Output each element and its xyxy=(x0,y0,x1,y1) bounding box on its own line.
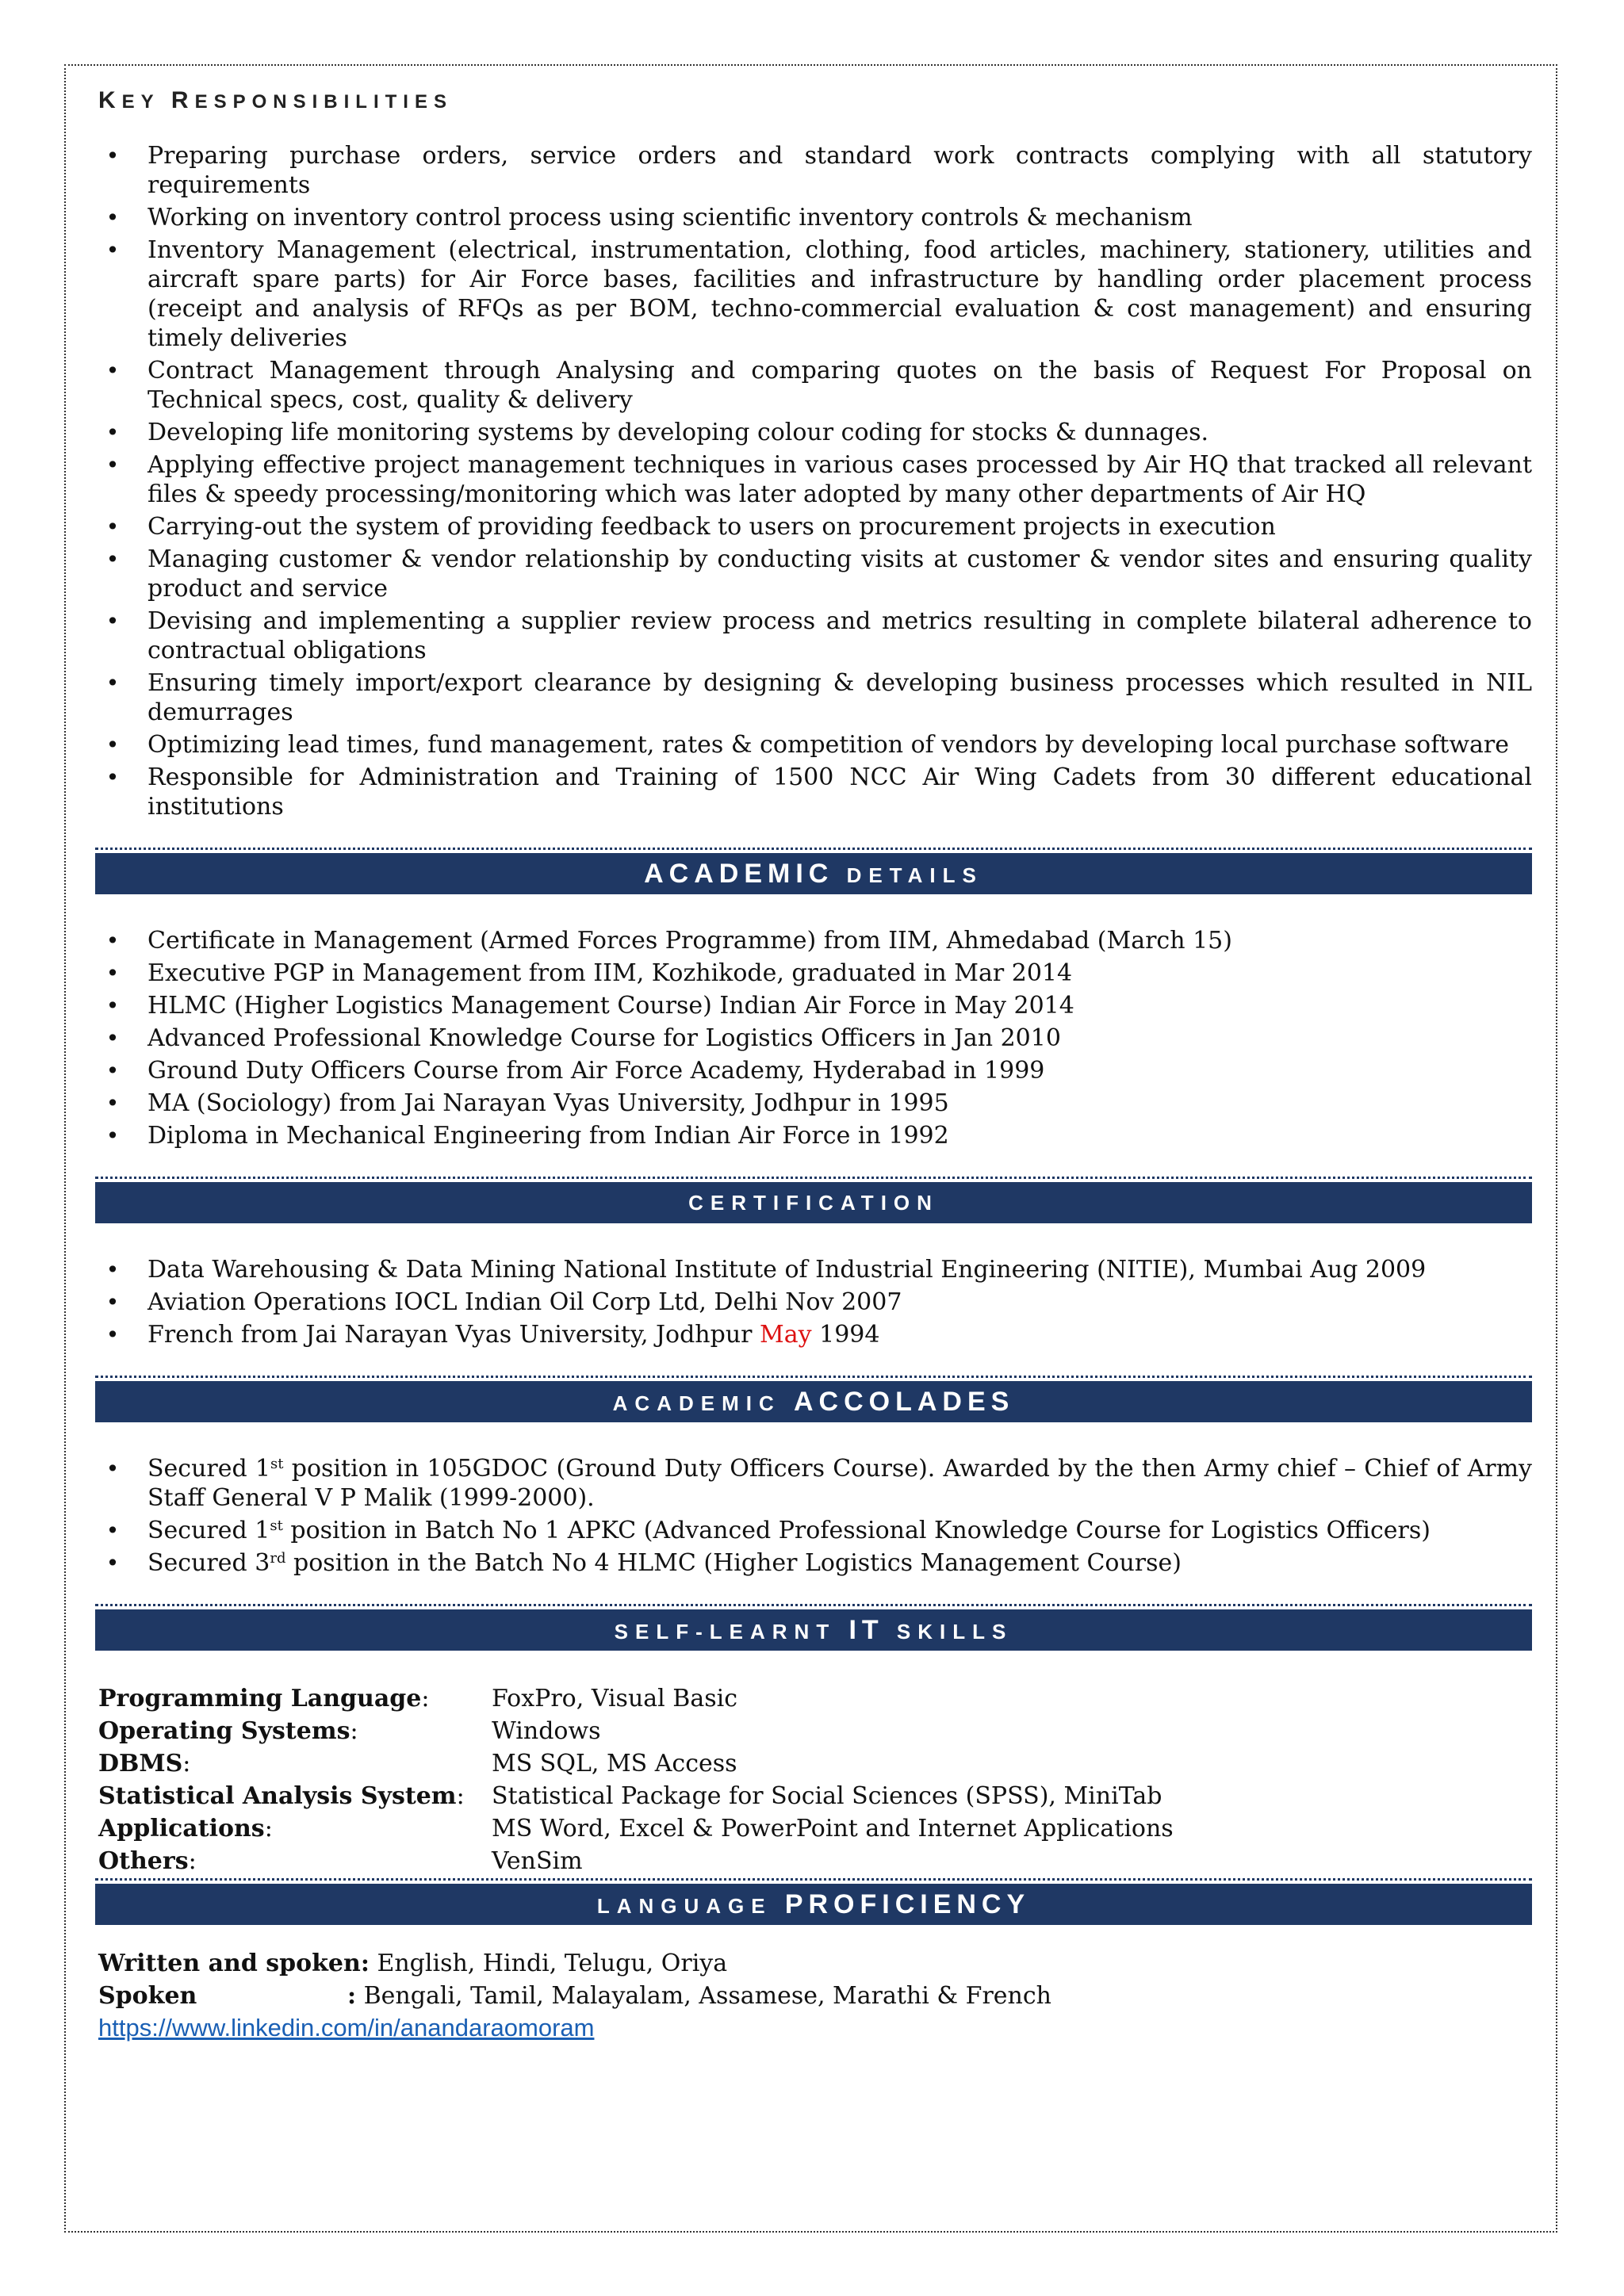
list-item: • Devising and implementing a supplier review process and metrics resulting in complete bilateral adherence to contractual obligations xyxy=(95,607,1532,665)
highlighted-month: May xyxy=(760,1321,812,1349)
list-item: • Applying effective project management techniques in various cases processed by Air HQ that tracked all relevant files & speedy processing/monitoring which was later adopted by many other departments of Air HQ xyxy=(95,450,1532,509)
bullet-icon: • xyxy=(105,452,120,478)
bullet-icon: • xyxy=(105,514,120,540)
list-item: • Preparing purchase orders, service orders and standard work contracts complying with all statutory requirements xyxy=(95,141,1532,200)
bullet-icon: • xyxy=(105,670,120,696)
bullet-icon: • xyxy=(105,143,120,169)
list-item: • Contract Management through Analysing and comparing quotes on the basis of Request For Proposal on Technical specs, cost, quality & delivery xyxy=(95,356,1532,415)
list-item: • Ground Duty Officers Course from Air Force Academy, Hyderabad in 1999 xyxy=(95,1056,1532,1085)
bullet-icon: • xyxy=(105,1025,120,1051)
it-skills-table xyxy=(98,1682,1174,1877)
responsibilities-list xyxy=(95,141,1532,821)
language-proficiency-heading: LANGUAGE PROFICIENCY xyxy=(95,1884,1532,1925)
bullet-icon: • xyxy=(105,732,120,758)
list-item: • MA (Sociology) from Jai Narayan Vyas University, Jodhpur in 1995 xyxy=(95,1089,1532,1118)
list-item: • Optimizing lead times, fund management, rates & competition of vendors by developing local purchase software xyxy=(95,730,1532,760)
bullet-icon: • xyxy=(105,358,120,384)
list-item: • Aviation Operations IOCL Indian Oil Corp Ltd, Delhi Nov 2007 xyxy=(95,1288,1532,1317)
bullet-icon: • xyxy=(105,1058,120,1084)
bullet-icon: • xyxy=(105,1322,120,1348)
bullet-icon: • xyxy=(105,1289,120,1315)
bullet-icon: • xyxy=(105,608,120,634)
list-item: • Carrying-out the system of providing feedback to users on procurement projects in execution xyxy=(95,512,1532,541)
list-item: • HLMC (Higher Logistics Management Course) Indian Air Force in May 2014 xyxy=(95,991,1532,1020)
list-item: • Developing life monitoring systems by developing colour coding for stocks & dunnages. xyxy=(95,418,1532,447)
linkedin-link[interactable]: https://www.linkedin.com/in/anandaraomoram xyxy=(98,2014,595,2042)
list-item: • Managing customer & vendor relationship by conducting visits at customer & vendor sites and ensuring quality product and service xyxy=(95,545,1532,603)
list-item: • Executive PGP in Management from IIM, Kozhikode, graduated in Mar 2014 xyxy=(95,959,1532,988)
certification-heading: CERTIFICATION xyxy=(95,1182,1532,1223)
table-row: DBMS: MS SQL, MS Access xyxy=(98,1750,737,1777)
bullet-icon: • xyxy=(105,1456,120,1482)
list-item: • Data Warehousing & Data Mining National Institute of Industrial Engineering (NITIE), Mumbai Aug 2009 xyxy=(95,1255,1532,1284)
academic-details-heading: ACADEMIC DETAILS xyxy=(95,853,1532,894)
list-item: • Diploma in Mechanical Engineering from Indian Air Force in 1992 xyxy=(95,1121,1532,1150)
bullet-icon: • xyxy=(105,1517,120,1544)
it-skills-heading: SELF-LEARNT IT SKILLS xyxy=(95,1609,1532,1651)
list-item: • Secured 3rd position in the Batch No 4 HLMC (Higher Logistics Management Course) xyxy=(95,1548,1532,1578)
accolades-list xyxy=(95,1454,1532,1578)
table-row: Statistical Analysis System: Statistical Package for Social Sciences (SPSS), MiniTab xyxy=(98,1782,1162,1810)
list-item: • Secured 1st position in Batch No 1 APKC (Advanced Professional Knowledge Course for Logistics Officers) xyxy=(95,1516,1532,1545)
spoken-languages: Spoken : Bengali, Tamil, Malayalam, Assamese, Marathi & French xyxy=(98,1982,1051,2010)
list-item: • Certificate in Management (Armed Forces Programme) from IIM, Ahmedabad (March 15) xyxy=(95,926,1532,955)
table-row: Applications: MS Word, Excel & PowerPoint and Internet Applications xyxy=(98,1815,1174,1843)
bullet-icon: • xyxy=(105,960,120,986)
bullet-icon: • xyxy=(105,928,120,954)
list-item: • Working on inventory control process using scientific inventory controls & mechanism xyxy=(95,203,1532,232)
bullet-icon: • xyxy=(105,205,120,231)
academic-accolades-heading: ACADEMIC ACCOLADES xyxy=(95,1381,1532,1422)
list-item: • Inventory Management (electrical, instrumentation, clothing, food articles, machinery, stationery, utilities and aircraft spare parts) for Air Force bases, facilities and infrastructure by handling order placement process (receipt and analysis of RFQs as per BOM, techno-commercial evaluation & cost management) and ensuring timely deliveries xyxy=(95,235,1532,353)
list-item: • Responsible for Administration and Training of 1500 NCC Air Wing Cadets from 30 different educational institutions xyxy=(95,763,1532,821)
list-item: • Secured 1st position in 105GDOC (Ground Duty Officers Course). Awarded by the then Army chief – Chief of Army Staff General V P Malik (1999-2000). xyxy=(95,1454,1532,1513)
bullet-icon: • xyxy=(105,1090,120,1116)
bullet-icon: • xyxy=(105,1123,120,1149)
resume-page xyxy=(95,87,1532,2044)
bullet-icon: • xyxy=(105,1257,120,1283)
table-row: Others: VenSim xyxy=(98,1847,583,1875)
key-responsibilities-heading: KEY RESPONSIBILITIES xyxy=(98,87,453,113)
table-row: Operating Systems: Windows xyxy=(98,1717,601,1745)
bullet-icon: • xyxy=(105,1550,120,1576)
written-spoken-languages: Written and spoken: English, Hindi, Telugu, Oriya xyxy=(98,1950,728,1977)
bullet-icon: • xyxy=(105,546,120,572)
certification-list xyxy=(95,1255,1532,1349)
bullet-icon: • xyxy=(105,993,120,1019)
table-row: Programming Language: FoxPro, Visual Basic xyxy=(98,1685,738,1712)
bullet-icon: • xyxy=(105,764,120,790)
list-item: • Advanced Professional Knowledge Course for Logistics Officers in Jan 2010 xyxy=(95,1024,1532,1053)
bullet-icon: • xyxy=(105,419,120,446)
academic-details-list xyxy=(95,926,1532,1150)
bullet-icon: • xyxy=(105,237,120,263)
list-item: • French from Jai Narayan Vyas University, Jodhpur May 1994 xyxy=(95,1320,1532,1349)
list-item: • Ensuring timely import/export clearance by designing & developing business processes which resulted in NIL demurrages xyxy=(95,668,1532,727)
